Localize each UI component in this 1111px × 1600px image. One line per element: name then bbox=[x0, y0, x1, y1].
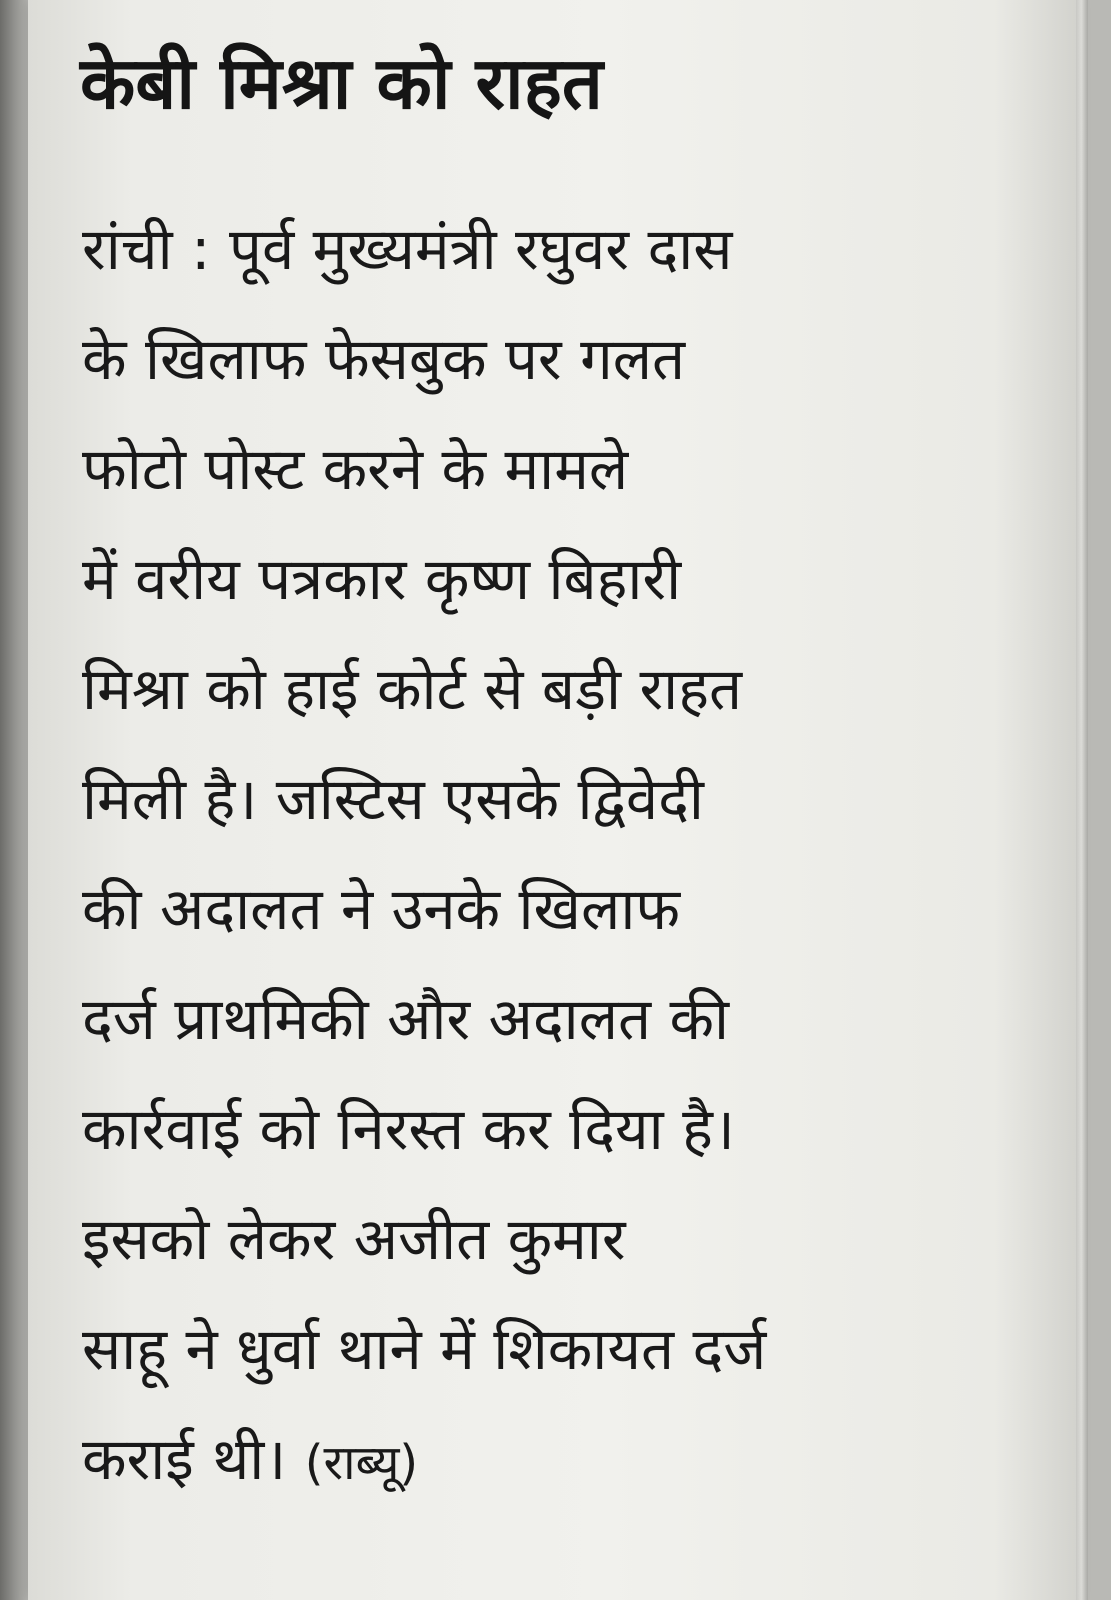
credit-line: (राब्यू) bbox=[304, 1435, 419, 1491]
headline: केबी मिश्रा को राहत bbox=[80, 41, 603, 125]
article-body bbox=[82, 194, 1022, 1514]
page-edge-shadow bbox=[0, 0, 28, 1600]
article-line: के खिलाफ फेसबुक पर गलत bbox=[82, 325, 686, 393]
article-line: फोटो पोस्ट करने के मामले bbox=[82, 435, 629, 503]
article-line: साहू ने धुर्वा थाने में शिकायत दर्ज bbox=[82, 1315, 767, 1383]
article-line: इसको लेकर अजीत कुमार bbox=[82, 1205, 626, 1273]
article-line: रांची : पूर्व मुख्यमंत्री रघुवर दास bbox=[82, 215, 733, 283]
article-line: की अदालत ने उनके खिलाफ bbox=[82, 875, 681, 943]
article-line: में वरीय पत्रकार कृष्ण बिहारी bbox=[82, 545, 682, 613]
article-line: मिली है। जस्टिस एसके द्विवेदी bbox=[82, 765, 704, 833]
article-line: मिश्रा को हाई कोर्ट से बड़ी राहत bbox=[82, 655, 743, 723]
article-line: कराई थी। bbox=[82, 1425, 287, 1493]
article-final-line bbox=[82, 1404, 1022, 1514]
article-line: कार्रवाई को निरस्त कर दिया है। bbox=[82, 1095, 735, 1163]
article-line: दर्ज प्राथमिकी और अदालत की bbox=[82, 985, 730, 1053]
